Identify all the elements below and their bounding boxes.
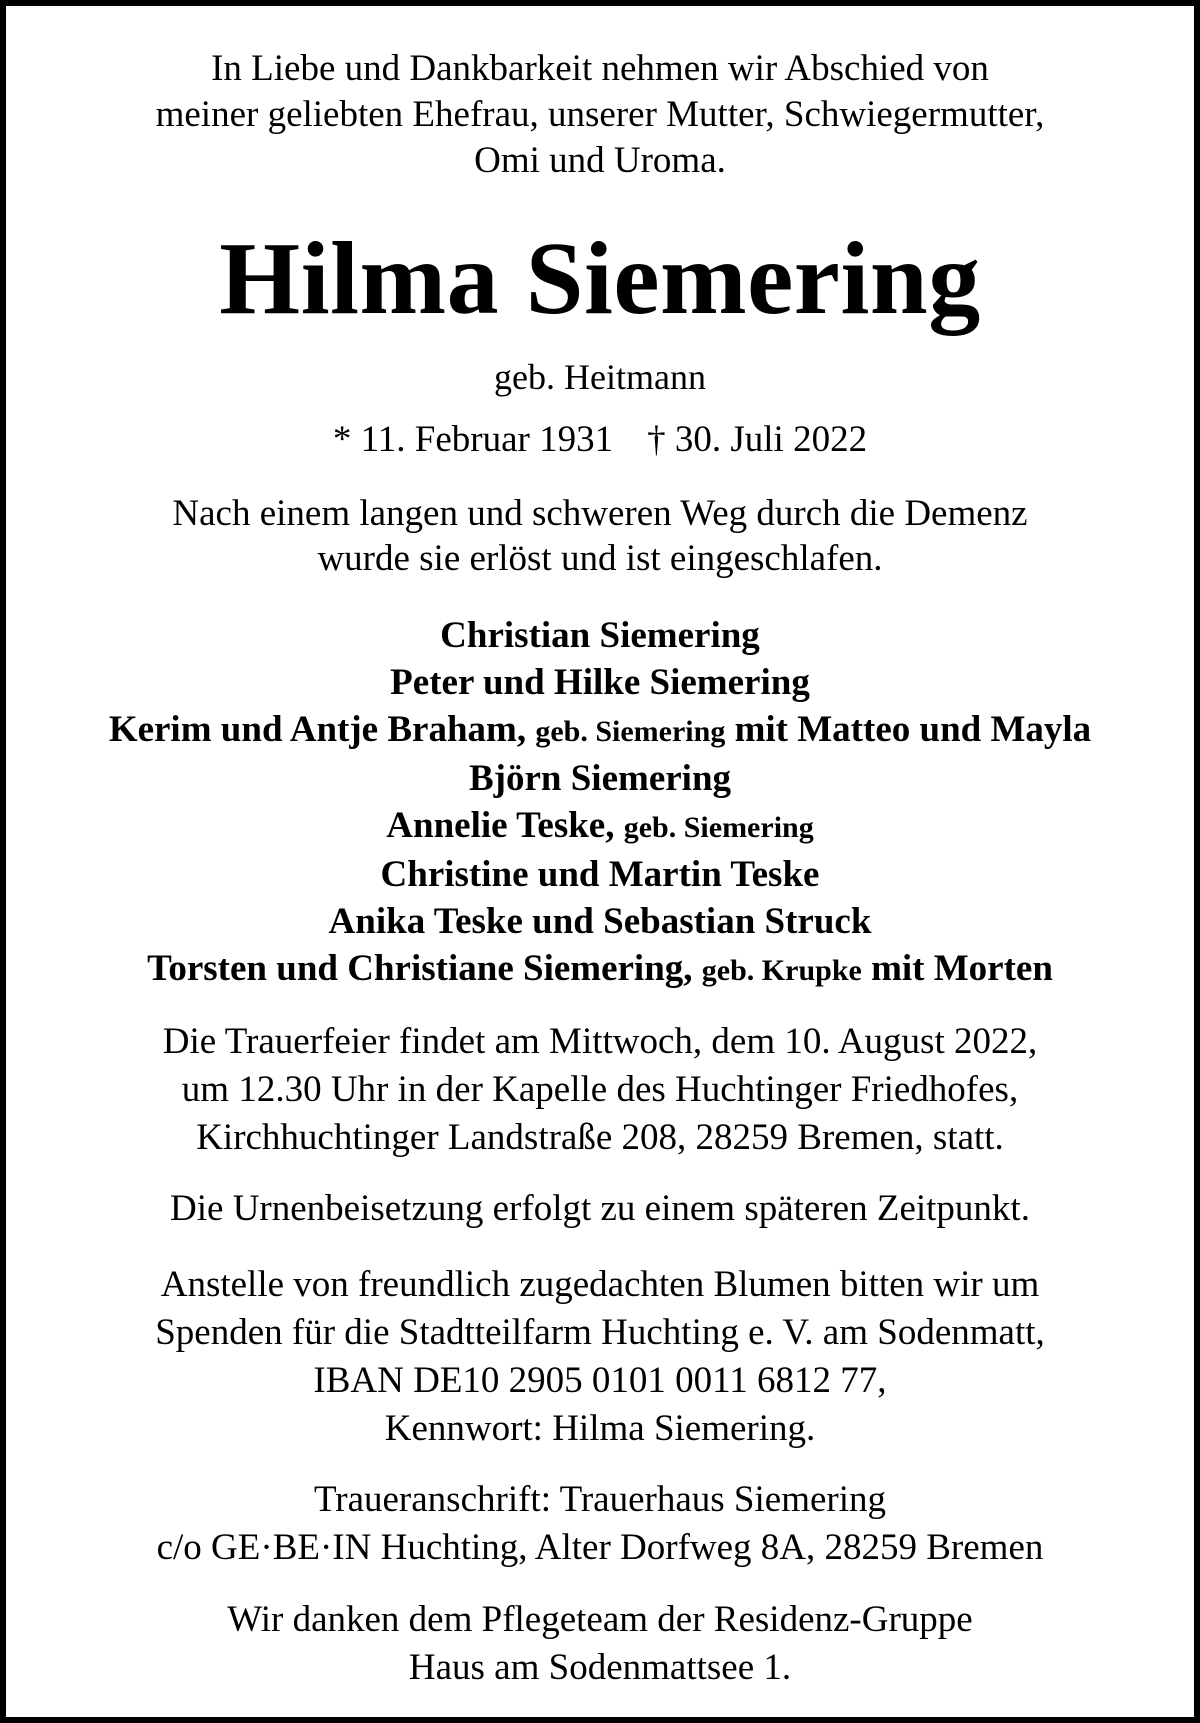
funeral-line: Die Trauerfeier findet am Mittwoch, dem 10. August 2022, [162, 1021, 1038, 1062]
death-date: † 30. Juli 2022 [647, 419, 868, 460]
obituary-notice [6, 6, 1194, 1717]
illness-line: wurde sie erlöst und ist eingeschlafen. [317, 538, 883, 579]
urn-burial-info: Die Urnenbeisetzung erfolgt zu einem späteren Zeitpunkt. [170, 1188, 1030, 1229]
donation-iban: IBAN DE10 2905 0101 0011 6812 77, [313, 1360, 887, 1401]
donation-line: Spenden für die Stadtteilfarm Huchting e. V. am Sodenmatt, [155, 1312, 1045, 1353]
mourner: Kerim und Antje Braham, geb. Siemering mit Matteo und Mayla [108, 709, 1092, 750]
intro-text [6, 46, 1194, 184]
intro-line: In Liebe und Dankbarkeit nehmen wir Abschied von [211, 48, 989, 89]
mourners-list [6, 612, 1194, 994]
funeral-line: Kirchhuchtinger Landstraße 208, 28259 Bremen, statt. [196, 1117, 1004, 1158]
mourner: Christine und Martin Teske [380, 854, 820, 895]
funeral-info [6, 1018, 1194, 1162]
funeral-line: um 12.30 Uhr in der Kapelle des Huchtinger Friedhofes, [181, 1069, 1019, 1110]
mourner: Annelie Teske, geb. Siemering [386, 805, 814, 846]
illness-line: Nach einem langen und schweren Weg durch die Demenz [172, 493, 1028, 534]
donation-line: Anstelle von freundlich zugedachten Blumen bitten wir um [160, 1264, 1040, 1305]
mourning-address [6, 1476, 1194, 1572]
donation-info [6, 1261, 1194, 1453]
mourner: Anika Teske und Sebastian Struck [328, 901, 872, 942]
intro-line: meiner geliebten Ehefrau, unserer Mutter, Schwiegermutter, [155, 94, 1045, 135]
thanks-line: Haus am Sodenmattsee 1. [408, 1647, 792, 1688]
life-dates [6, 418, 1194, 462]
thanks-line: Wir danken dem Pflegeteam der Residenz-Gruppe [227, 1599, 973, 1640]
birth-date: * 11. Februar 1931 [332, 419, 614, 460]
donation-keyword: Kennwort: Hilma Siemering. [384, 1408, 816, 1449]
born-name: geb. Heitmann [494, 357, 706, 397]
mourner: Torsten und Christiane Siemering, geb. Krupke mit Morten [147, 948, 1053, 989]
address-line: c/o GE·BE·IN Huchting, Alter Dorfweg 8A, 28259 Bremen [156, 1527, 1044, 1568]
illness-text [6, 491, 1194, 581]
mourner: Björn Siemering [468, 758, 732, 799]
mourner: Peter und Hilke Siemering [390, 662, 810, 703]
mourner: Christian Siemering [440, 615, 760, 656]
address-line: Traueranschrift: Trauerhaus Siemering [313, 1479, 887, 1520]
deceased-name: Hilma Siemering [219, 221, 981, 336]
intro-line: Omi und Uroma. [474, 140, 726, 181]
thanks-note [6, 1596, 1194, 1692]
